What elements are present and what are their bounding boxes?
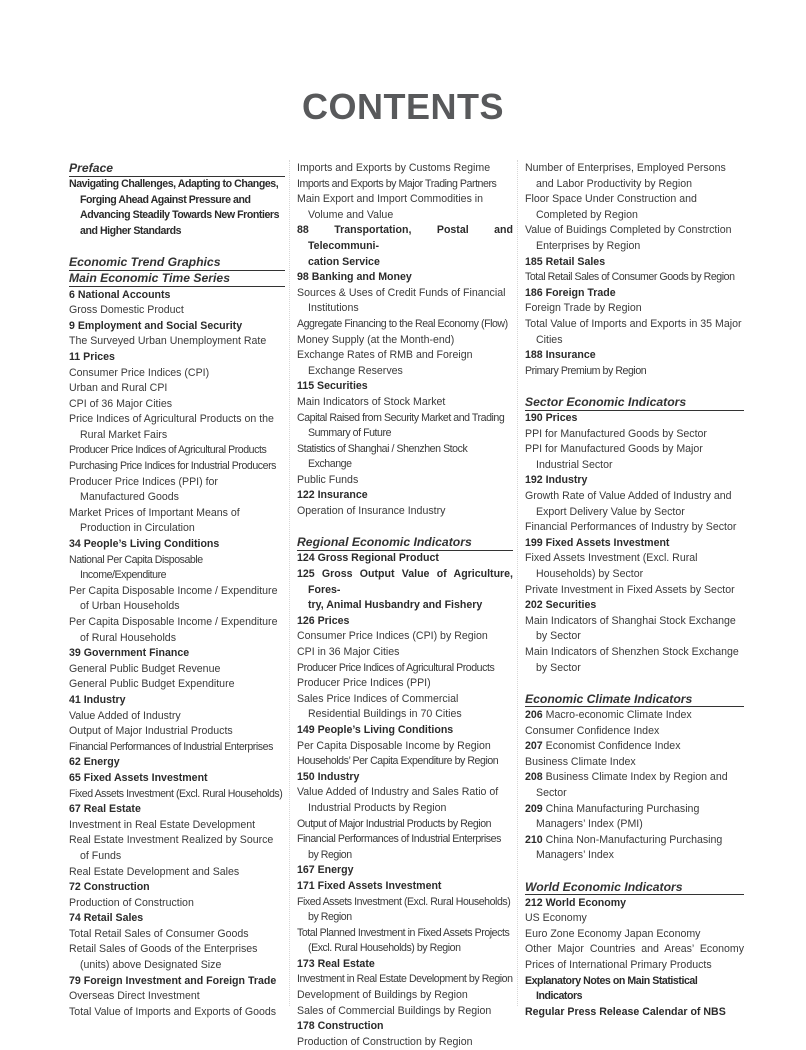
toc-entry[interactable]: Real Estate Investment Realized by Source of Funds (69, 834, 274, 862)
toc-chapter-entry[interactable]: 173 Real Estate (297, 957, 375, 970)
toc-entry[interactable]: Total Value of Imports and Exports of Goods (69, 1005, 277, 1018)
toc-entry[interactable]: Consumer Confidence Index (525, 724, 660, 737)
toc-chapter-entry[interactable]: 190 Prices (525, 412, 578, 425)
page-number: 206 (525, 708, 543, 721)
toc-chapter-entry[interactable]: 192 Industry (525, 474, 588, 487)
toc-entry[interactable]: The Surveyed Urban Unemployment Rate (69, 335, 267, 348)
toc-entry[interactable]: Consumer Price Indices (CPI) by Region (297, 630, 488, 643)
section-heading: Sector Economic Indicators (525, 395, 744, 411)
toc-chapter-entry[interactable]: 9 Employment and Social Security (69, 319, 243, 332)
toc-chapter-entry[interactable]: 65 Fixed Assets Investment (69, 771, 208, 784)
toc-entry[interactable]: Real Estate Development and Sales (69, 865, 240, 878)
toc-entry[interactable]: Per Capita Disposable Income by Region (297, 739, 491, 752)
toc-entry[interactable]: PPI for Manufactured Goods by Major Industrial Sector (525, 443, 703, 471)
toc-entry[interactable]: Output of Major Industrial Products (69, 725, 233, 738)
toc-entry[interactable] (525, 802, 744, 833)
toc-entry[interactable]: Main Indicators of Stock Market (297, 395, 446, 408)
toc-entry[interactable]: Investment in Real Estate Development by Region (297, 973, 513, 986)
section-heading: Preface (69, 161, 285, 177)
toc-chapter-entry[interactable]: 72 Construction (69, 881, 150, 894)
toc-chapter-entry[interactable]: 88 Transportation, Postal and Telecommuni- (297, 224, 513, 252)
toc-chapter-entry[interactable]: 79 Foreign Investment and Foreign Trade (69, 974, 277, 987)
toc-chapter-entry[interactable]: 126 Prices (297, 614, 350, 627)
toc-chapter-entry[interactable]: 199 Fixed Assets Investment (525, 536, 670, 549)
toc-chapter-entry[interactable]: 74 Retail Sales (69, 912, 144, 925)
spacer (525, 864, 744, 880)
toc-entry[interactable]: Price Indices of Agricultural Products on the Rural Market Fairs (69, 413, 274, 441)
toc-entry[interactable]: US Economy (525, 912, 587, 925)
toc-chapter-entry[interactable]: 124 Gross Regional Product (297, 552, 439, 565)
page-number: 207 (525, 740, 543, 753)
toc-entry[interactable]: Capital Raised from Security Market and Trading Summary of Future (297, 411, 505, 440)
toc-chapter-entry[interactable]: 186 Foreign Trade (525, 286, 616, 299)
toc-entry[interactable]: Producer Price Indices of Agricultural Products (297, 661, 495, 674)
section-heading: Main Economic Time Series (69, 271, 285, 287)
toc-entry[interactable]: Market Prices of Important Means of Production in Circulation (69, 506, 240, 535)
toc-chapter-entry[interactable]: 98 Banking and Money (297, 271, 412, 284)
toc-entry[interactable]: General Public Budget Revenue (69, 662, 221, 675)
toc-entry[interactable]: Total Retail Sales of Consumer Goods by Region (525, 271, 735, 284)
spacer (69, 240, 285, 256)
toc-entry[interactable]: Households’ Per Capita Expenditure by Region (297, 755, 499, 768)
toc-entry[interactable]: Growth Rate of Value Added of Industry and Export Delivery Value by Sector (525, 490, 732, 518)
toc-entry[interactable]: Other Major Countries and Areas’ Economy (525, 943, 744, 956)
toc-entry[interactable] (525, 770, 744, 801)
toc-chapter-entry[interactable]: 6 National Accounts (69, 288, 171, 301)
toc-entry[interactable]: General Public Budget Expenditure (69, 678, 235, 691)
toc-entry[interactable]: Retail Sales of Goods of the Enterprises (units) above Designated Size (69, 943, 258, 972)
toc-entry[interactable]: Business Climate Index (525, 755, 636, 768)
toc-chapter-entry[interactable]: 41 Industry (69, 693, 126, 706)
column-divider (517, 160, 518, 1006)
toc-entry[interactable]: Money Supply (at the Month-end) (297, 333, 455, 346)
toc-entry[interactable]: Purchasing Price Indices for Industrial Producers (69, 460, 276, 473)
entry-title: Business Climate Index by Region and Sector (536, 771, 728, 799)
toc-chapter-entry[interactable]: 62 Energy (69, 756, 120, 769)
toc-entry[interactable]: Total Retail Sales of Consumer Goods (69, 927, 249, 940)
toc-entry[interactable]: Development of Buildings by Region (297, 989, 468, 1002)
page-title: CONTENTS (302, 86, 504, 128)
toc-chapter-entry[interactable]: 178 Construction (297, 1020, 384, 1033)
toc-chapter-entry[interactable]: 122 Insurance (297, 489, 368, 502)
toc-entry[interactable]: Aggregate Financing to the Real Economy (Flow) (297, 317, 508, 330)
toc-entry[interactable]: Main Export and Import Commodities in Volume and Value (297, 193, 484, 221)
toc-entry[interactable]: Main Indicators of Shenzhen Stock Exchange by Sector (525, 646, 739, 674)
entry-title: China Manufacturing Purchasing Managers’ Index (PMI) (536, 802, 700, 831)
toc-entry[interactable] (525, 833, 744, 864)
toc-entry[interactable]: Investment in Real Estate Development (69, 818, 256, 831)
toc-entry[interactable]: Production of Construction (69, 896, 194, 909)
toc-entry[interactable]: Foreign Trade by Region (525, 302, 642, 315)
spacer (297, 520, 513, 536)
spacer (525, 379, 744, 395)
toc-entry[interactable]: Imports and Exports by Major Trading Partners (297, 177, 497, 190)
toc-chapter-entry[interactable]: 11 Prices (69, 350, 115, 363)
toc-entry[interactable]: Sales Price Indices of Commercial Residential Buildings in 70 Cities (297, 692, 462, 721)
toc-entry[interactable]: Production of Construction by Region (297, 1035, 473, 1048)
toc-entry[interactable]: Total Value of Imports and Exports in 35 Major Cities (525, 317, 742, 346)
toc-entry[interactable]: Prices of International Primary Products (525, 959, 712, 972)
toc-chapter-entry[interactable]: 115 Securities (297, 380, 368, 393)
toc-entry[interactable]: Number of Enterprises, Employed Persons and Labor Productivity by Region (525, 162, 726, 190)
toc-entry[interactable]: Value Added of Industry (69, 709, 181, 722)
section-heading: Economic Trend Graphics (69, 255, 285, 271)
entry-title: China Non-Manufacturing Purchasing Managers’ Index (536, 833, 723, 862)
toc-chapter-entry[interactable]: Regular Press Release Calendar of NBS (525, 1005, 726, 1018)
toc-chapter-entry[interactable]: try, Animal Husbandry and Fishery (308, 599, 483, 612)
toc-chapter-entry[interactable]: 67 Real Estate (69, 803, 141, 816)
toc-entry[interactable] (525, 708, 744, 724)
page-number: 209 (525, 802, 543, 815)
toc-chapter-entry[interactable]: 34 People’s Living Conditions (69, 538, 220, 551)
toc-entry[interactable]: Euro Zone Economy Japan Economy (525, 927, 701, 940)
toc-entry[interactable]: Imports and Exports by Customs Regime (297, 162, 491, 174)
toc-column-3 (525, 161, 744, 1020)
toc-entry[interactable]: Consumer Price Indices (CPI) (69, 366, 210, 379)
toc-entry[interactable]: Exchange Rates of RMB and Foreign Exchange Reserves (297, 349, 473, 377)
toc-entry[interactable]: Sales of Commercial Buildings by Region (297, 1004, 492, 1017)
toc-entry[interactable]: Financial Performances of Industrial Enterprises (69, 740, 273, 753)
spacer (525, 676, 744, 692)
toc-column-2 (297, 161, 513, 1050)
toc-entry[interactable]: Fixed Assets Investment (Excl. Rural Households) by Region (297, 895, 511, 924)
toc-chapter-entry[interactable]: cation Service (308, 255, 380, 268)
toc-entry[interactable]: Statistics of Shanghai / Shenzhen Stock Exchange (297, 442, 468, 471)
toc-entry[interactable]: CPI in 36 Major Cities (297, 646, 400, 658)
toc-chapter-entry[interactable]: 150 Industry (297, 770, 360, 783)
toc-entry[interactable]: Urban and Rural CPI (69, 382, 168, 395)
toc-entry[interactable]: Value of Buidings Completed by Constrction Enterprises by Region (525, 224, 732, 252)
toc-entry[interactable] (525, 739, 744, 755)
toc-chapter-entry[interactable]: 149 People’s Living Conditions (297, 723, 454, 736)
toc-chapter-entry[interactable]: 167 Energy (297, 864, 354, 877)
toc-entry[interactable]: National Per Capita Disposable Income/Expenditure (69, 553, 203, 582)
toc-entry[interactable]: Output of Major Industrial Products by Region (297, 817, 492, 830)
toc-entry[interactable]: Private Investment in Fixed Assets by Sector (525, 583, 735, 596)
toc-entry[interactable]: Public Funds (297, 473, 359, 486)
page-number: 208 (525, 771, 543, 784)
toc-entry[interactable]: Floor Space Under Construction and Completed by Region (525, 193, 697, 221)
toc-entry[interactable]: Fixed Assets Investment (Excl. Rural Households) by Sector (525, 552, 698, 581)
toc-entry[interactable]: Gross Domestic Product (69, 304, 184, 317)
toc-entry[interactable]: Total Planned Investment in Fixed Assets Projects (Excl. Rural Households) by Region (297, 926, 510, 955)
toc-entry[interactable]: Per Capita Disposable Income / Expenditure of Urban Households (69, 584, 278, 613)
toc-entry[interactable]: Per Capita Disposable Income / Expenditure of Rural Households (69, 616, 278, 644)
entry-title: Economist Confidence Index (545, 740, 681, 753)
toc-chapter-entry[interactable]: 185 Retail Sales (525, 255, 606, 268)
toc-chapter-entry[interactable]: 202 Securities (525, 599, 597, 612)
toc-entry[interactable]: Financial Performances of Industry by Sector (525, 521, 737, 534)
toc-entry[interactable]: Operation of Insurance Industry (297, 505, 446, 518)
section-heading: Regional Economic Indicators (297, 535, 513, 551)
toc-entry[interactable]: PPI for Manufactured Goods by Sector (525, 427, 707, 440)
column-divider (289, 160, 290, 1006)
toc-column-1 (69, 161, 285, 1020)
toc-chapter-entry[interactable]: Navigating Challenges, Adapting to Changes, Forging Ahead Against Pressure and Advancing Steadily Towards New Frontiers and Higher Standards (69, 178, 280, 237)
section-heading: Economic Climate Indicators (525, 692, 744, 708)
toc-chapter-entry[interactable]: 212 World Economy (525, 896, 627, 909)
page-number: 210 (525, 833, 543, 846)
toc-entry[interactable]: Producer Price Indices (PPI) for Manufactured Goods (69, 475, 218, 504)
toc-entry[interactable]: Primary Premium by Region (525, 364, 647, 377)
toc-entry[interactable]: Financial Performances of Industrial Enterprises by Region (297, 833, 501, 861)
toc-entry[interactable]: CPI of 36 Major Cities (69, 397, 173, 410)
toc-entry[interactable]: Producer Price Indices (PPI) (297, 677, 431, 690)
toc-chapter-entry[interactable]: 171 Fixed Assets Investment (297, 879, 442, 892)
entry-title: Macro-economic Climate Index (545, 708, 692, 721)
toc-chapter-entry[interactable]: 188 Insurance (525, 349, 596, 362)
section-heading: World Economic Indicators (525, 880, 744, 896)
toc-entry[interactable]: Fixed Assets Investment (Excl. Rural Households) (69, 787, 283, 800)
toc-chapter-entry[interactable]: 39 Government Finance (69, 647, 190, 660)
toc-chapter-entry[interactable]: Explanatory Notes on Main Statistical Indicators (525, 974, 698, 1003)
toc-chapter-entry[interactable]: 125 Gross Output Value of Agriculture, Fores- (297, 568, 513, 596)
toc-entry[interactable]: Producer Price Indices of Agricultural Products (69, 444, 267, 457)
toc-entry[interactable]: Overseas Direct Investment (69, 990, 200, 1003)
toc-entry[interactable]: Sources & Uses of Credit Funds of Financial Institutions (297, 286, 506, 315)
toc-entry[interactable]: Value Added of Industry and Sales Ratio of Industrial Products by Region (297, 786, 499, 814)
toc-entry[interactable]: Main Indicators of Shanghai Stock Exchange by Sector (525, 614, 736, 643)
